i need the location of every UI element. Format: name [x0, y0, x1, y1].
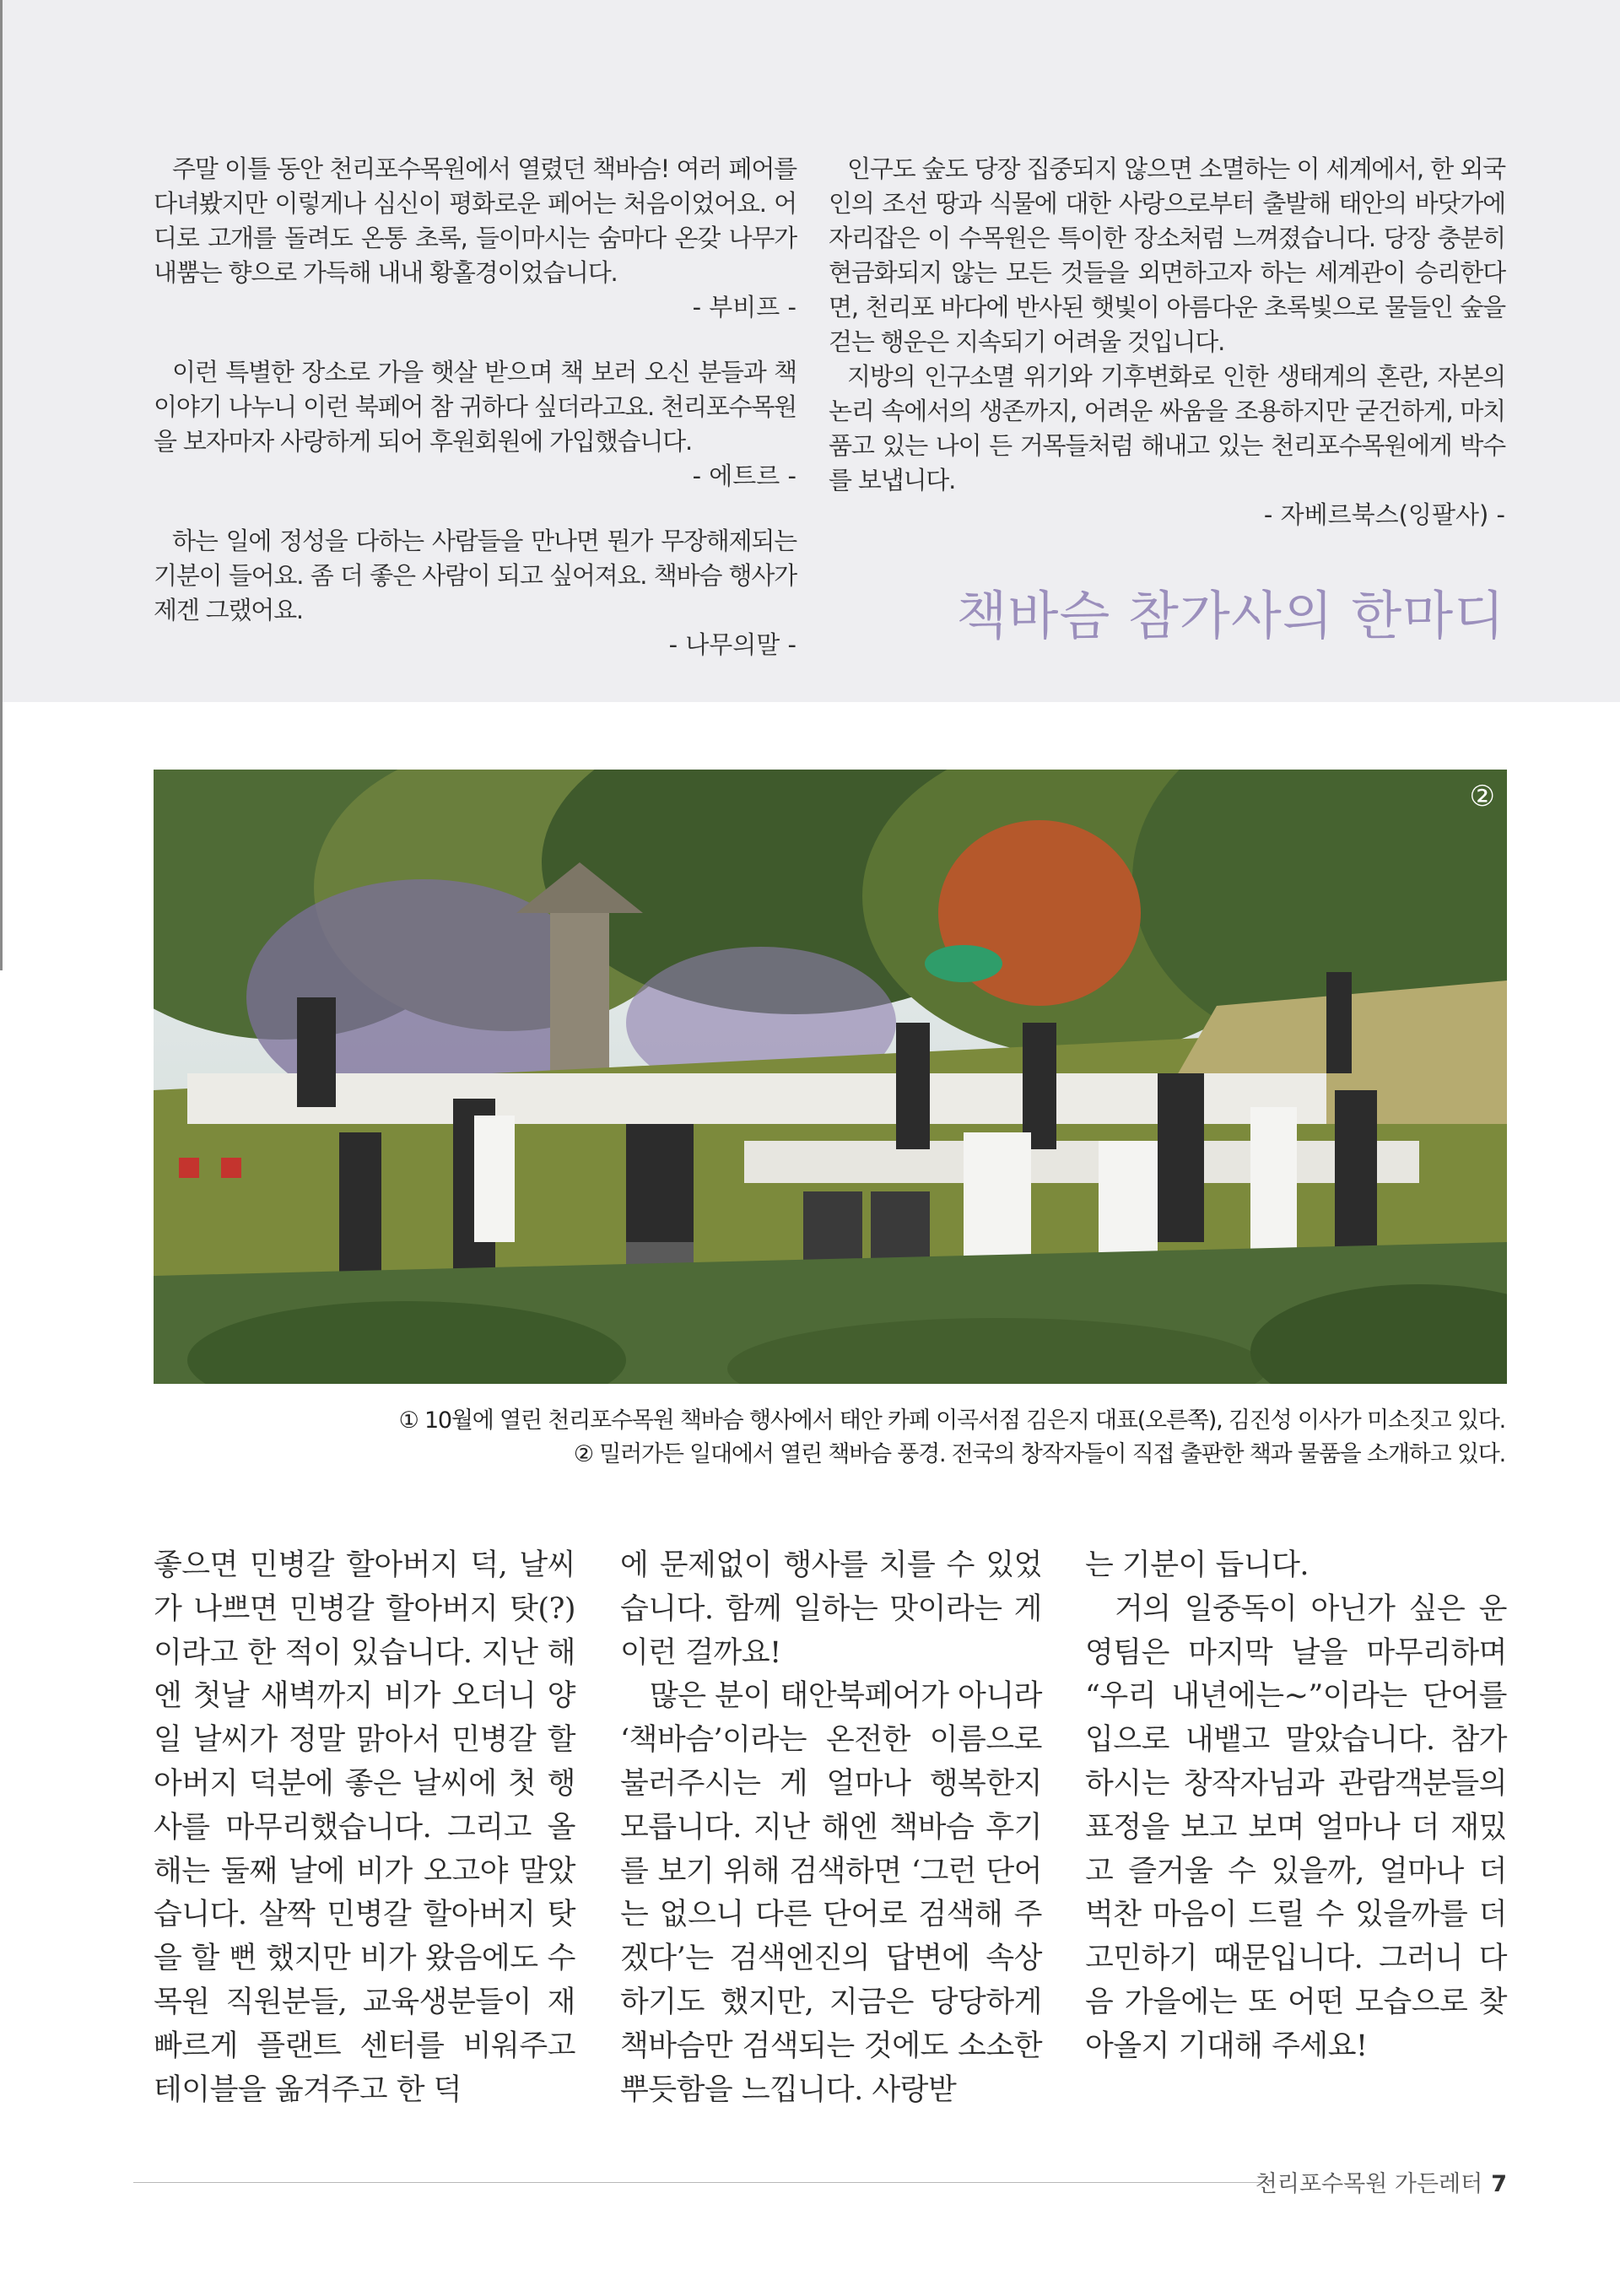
quote-author: - 부비프 - — [692, 293, 796, 321]
footer-rule — [133, 2182, 1262, 2183]
quotes-right-column — [829, 152, 1505, 532]
photo-illustration — [154, 770, 1507, 1384]
quote-text: 주말 이틀 동안 천리포수목원에서 열렸던 책바슴! 여러 페어를 다녀봤지만 이렇게나 심신이 평화로운 페어는 처음이었어요. 어디로 고개를 돌려도 온통 초록, 들이마시는 숨마다 온갖 나무가 내뿜는 향으로 가득해 내내 황홀경이었습니다. — [154, 154, 796, 287]
publication-name: 천리포수목원 가든레터 — [1255, 2171, 1483, 2197]
body-paragraph: 에 문제없이 행사를 치를 수 있었습니다. 함께 일하는 맛이라는 게 이런 걸까요! — [620, 1548, 1042, 1670]
quote-author: - 에트르 - — [692, 462, 796, 490]
quote-author: - 나무의말 - — [668, 630, 796, 659]
photo-number: ② — [1469, 780, 1495, 813]
quote-block — [154, 152, 796, 325]
photo-caption — [152, 1404, 1505, 1472]
section-heading: 책바슴 참가사의 한마디 — [956, 585, 1505, 646]
body-paragraph: 좋으면 민병갈 할아버지 덕, 날씨가 나쁘면 민병갈 할아버지 탓(?)이라고 한 적이 있습니다. 지난 해엔 첫날 새벽까지 비가 오더니 양일 날씨가 정말 맑아서 민병갈 할아버지 덕분에 좋은 날씨에 첫 행사를 마무리했습니다. 그리고 올해는 둘째 날에 비가 오고야 말았습니다. 살짝 민병갈 할아버지 탓을 할 뻔 했지만 비가 왔음에도 수목원 직원분들, 교육생분들이 재빠르게 플랜트 센터를 비워주고 테이블을 옮겨주고 한 덕 — [154, 1548, 575, 2107]
event-photo — [154, 770, 1507, 1384]
body-column-3 — [1085, 1544, 1507, 2069]
body-column-2 — [620, 1544, 1042, 2112]
quote-text: 이런 특별한 장소로 가을 햇살 받으며 책 보러 오신 분들과 책 이야기 나누니 이런 북페어 참 귀하다 싶더라고요. 천리포수목원을 보자마자 사랑하게 되어 후원회원에 가입했습니다. — [154, 358, 796, 456]
quote-author: - 자베르북스(잉팔사) - — [1263, 500, 1505, 529]
body-paragraph: 많은 분이 태안북페어가 아니라 ‘책바슴’이라는 온전한 이름으로 불러주시는 게 얼마나 행복한지 모릅니다. 지난 해엔 책바슴 후기를 보기 위해 검색하면 ‘그런 단어는 없으니 다른 단어로 검색해 주겠다’는 검색엔진의 답변에 속상하기도 했지만, 지금은 당당하게 책바슴만 검색되는 것에도 소소한 뿌듯함을 느낍니다. 사랑받 — [620, 1679, 1042, 2107]
page-edge-rule — [0, 0, 3, 970]
quotes-left-column — [154, 152, 796, 693]
body-paragraph: 거의 일중독이 아닌가 싶은 운영팀은 마지막 날을 마무리하며 “우리 내년에는~”이라는 단어를 입으로 내뱉고 말았습니다. 참가하시는 창작자님과 관람객분들의 표정을 보고 보며 얼마나 더 재밌고 즐거울 수 있을까, 얼마나 더 벅찬 마음이 드릴 수 있을까를 더 고민하기 때문입니다. 그러니 다음 가을에는 또 어떤 모습으로 찾아올지 기대해 주세요! — [1085, 1591, 1507, 2063]
quote-text: 인구도 숲도 당장 집중되지 않으면 소멸하는 이 세계에서, 한 외국인의 조선 땅과 식물에 대한 사랑으로부터 출발해 태안의 바닷가에 자리잡은 이 수목원은 특이한 장소처럼 느껴졌습니다. 당장 충분히 현금화되지 않는 모든 것들을 외면하고자 하는 세계관이 승리한다면, 천리포 바다에 반사된 햇빛이 아름다운 초록빛으로 물들인 숲을 걷는 행운은 지속되기 어려울 것입니다. — [829, 154, 1505, 356]
caption-line: ② 밀러가든 일대에서 열린 책바슴 풍경. 전국의 창작자들이 직접 출판한 책과 물품을 소개하고 있다. — [573, 1441, 1505, 1467]
page-number: 7 — [1491, 2171, 1507, 2197]
caption-line: ① 10월에 열린 천리포수목원 책바슴 행사에서 태안 카페 이곡서점 김은지 대표(오른쪽), 김진성 이사가 미소짓고 있다. — [398, 1407, 1505, 1434]
quote-block — [154, 524, 796, 662]
body-column-1 — [154, 1544, 575, 2112]
page-footer — [1256, 2165, 1507, 2198]
quote-text: 하는 일에 정성을 다하는 사람들을 만나면 뭔가 무장해제되는 기분이 들어요. 좀 더 좋은 사람이 되고 싶어져요. 책바슴 행사가 제겐 그랬어요. — [154, 527, 796, 624]
body-paragraph: 는 기분이 듭니다. — [1085, 1548, 1310, 1582]
quote-text: 지방의 인구소멸 위기와 기후변화로 인한 생태계의 혼란, 자본의 논리 속에서의 생존까지, 어려운 싸움을 조용하지만 굳건하게, 마치 품고 있는 나이 든 거목들처럼 해내고 있는 천리포수목원에게 박수를 보냅니다. — [829, 362, 1505, 494]
quote-block — [154, 355, 796, 494]
